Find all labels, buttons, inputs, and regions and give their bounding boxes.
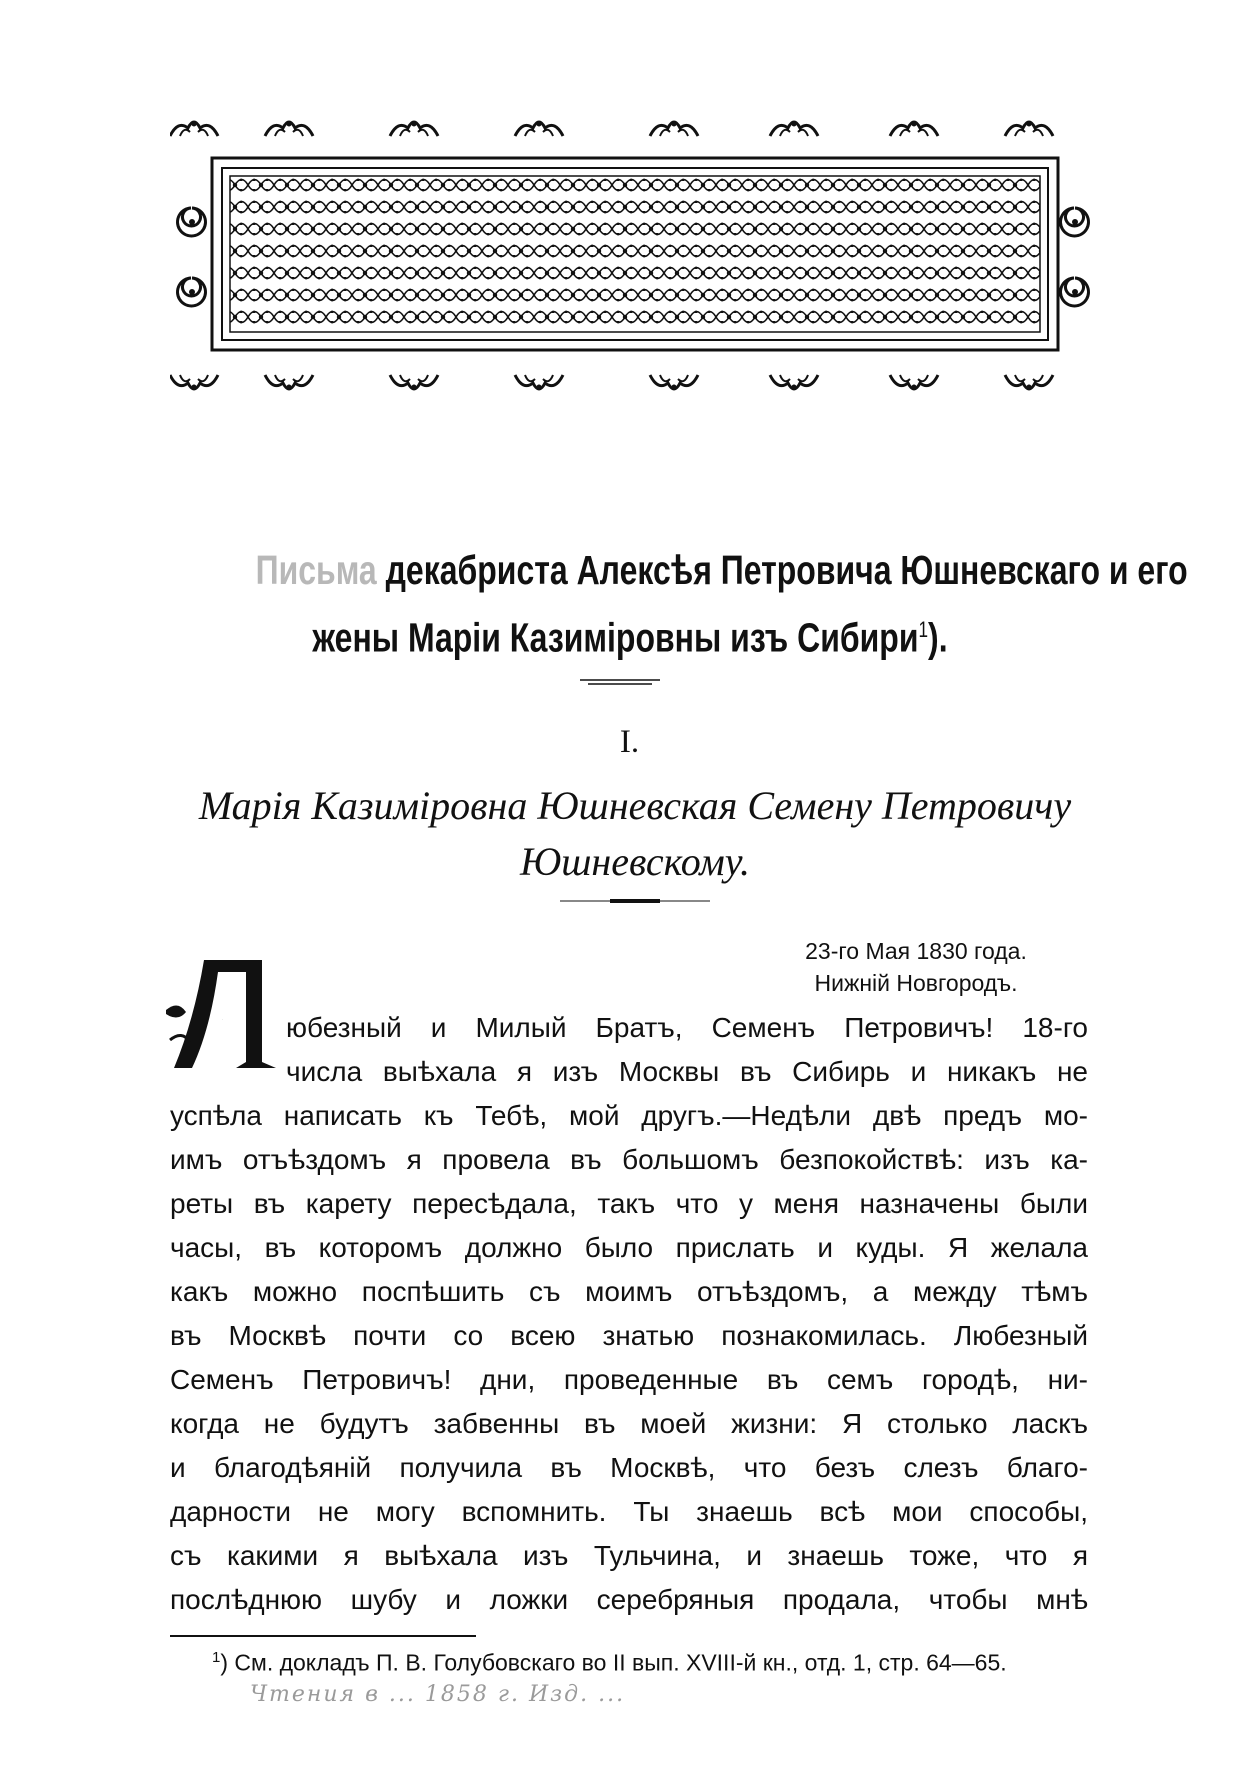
footnote — [212, 1642, 1092, 1679]
title-line-2-end: ). — [928, 614, 948, 661]
body-line: имъ отъѣздомъ я провела въ большомъ безпокойствѣ: изъ ка- — [170, 1144, 1088, 1175]
body-line: съ какими я выѣхала изъ Тульчина, и знаешь тоже, что я — [170, 1540, 1088, 1571]
title-line-1 — [255, 540, 1188, 600]
body-line: юбезный и Милый Братъ, Семенъ Петровичъ! 18-го — [286, 1012, 1088, 1043]
drop-cap-letter: Л — [222, 1020, 223, 1021]
section-number: I. — [619, 724, 640, 760]
title-line-2 — [256, 600, 1005, 668]
body-line: и благодѣяній получила въ Москвѣ, что безъ слезъ благо- — [170, 1452, 1088, 1483]
footnote-mark: 1 — [212, 1649, 221, 1666]
document-title — [255, 540, 1188, 668]
letter-date: 23-го Мая 1830 года. — [805, 938, 1027, 964]
body-line: въ Москвѣ почти со всею знатью познакомилась. Любезный — [170, 1320, 1088, 1351]
body-line: успѣла написать къ Тебѣ, мой другъ.—Недѣли двѣ предъ мо- — [170, 1100, 1088, 1131]
body-line: послѣднюю шубу и ложки серебряныя продала, чтобы мнѣ — [170, 1584, 1088, 1615]
body-line: какъ можно поспѣшить съ моимъ отъѣздомъ, а между тѣмъ — [170, 1276, 1088, 1307]
letter-heading-line-2: Юшневскому. — [519, 839, 751, 884]
body-line: дарности не могу вспомнить. Ты знаешь всѣ мои способы, — [170, 1496, 1088, 1527]
body-line: когда не будутъ забвенны въ моей жизни: Я столько ласкъ — [170, 1408, 1088, 1439]
letter-heading — [170, 778, 1100, 890]
letter-place: Нижній Новгородъ. — [814, 970, 1018, 996]
body-line: реты въ карету пересѣдала, такъ что у меня назначены были — [170, 1188, 1088, 1219]
footnote-rule — [170, 1635, 476, 1637]
title-partial-word: декабриста — [385, 547, 568, 593]
body-line: часы, въ которомъ должно было прислать и куды. Я желала — [170, 1232, 1088, 1263]
body-line: Семенъ Петровичъ! дни, проведенные въ семъ городѣ, ни- — [170, 1364, 1088, 1395]
heading-divider — [560, 898, 710, 906]
body-line: числа выѣхала я изъ Москвы въ Сибирь и никакъ не — [286, 1056, 1088, 1087]
handwritten-note: Чтения в ... 1858 г. Изд. ... — [250, 1682, 626, 1707]
title-faded-word: Письма — [255, 547, 377, 593]
letter-body — [170, 1006, 1088, 1622]
title-divider — [580, 678, 660, 686]
title-footnote-mark: 1 — [918, 617, 929, 642]
letter-heading-line-1: Марія Казиміровна Юшневская Семену Петровичу — [198, 783, 1072, 828]
title-line-2-text: жены Маріи Казиміровны изъ Сибири — [312, 614, 919, 661]
header-ornament — [170, 108, 1100, 403]
title-line-1-rest: Алексѣя Петровича Юшневскаго и его — [576, 547, 1188, 593]
footnote-text: ) См. докладъ П. В. Голубовскаго во II вып. XVIII-й кн., отд. 1, стр. 64—65. — [220, 1649, 1007, 1676]
letter-dateline — [736, 935, 1096, 999]
